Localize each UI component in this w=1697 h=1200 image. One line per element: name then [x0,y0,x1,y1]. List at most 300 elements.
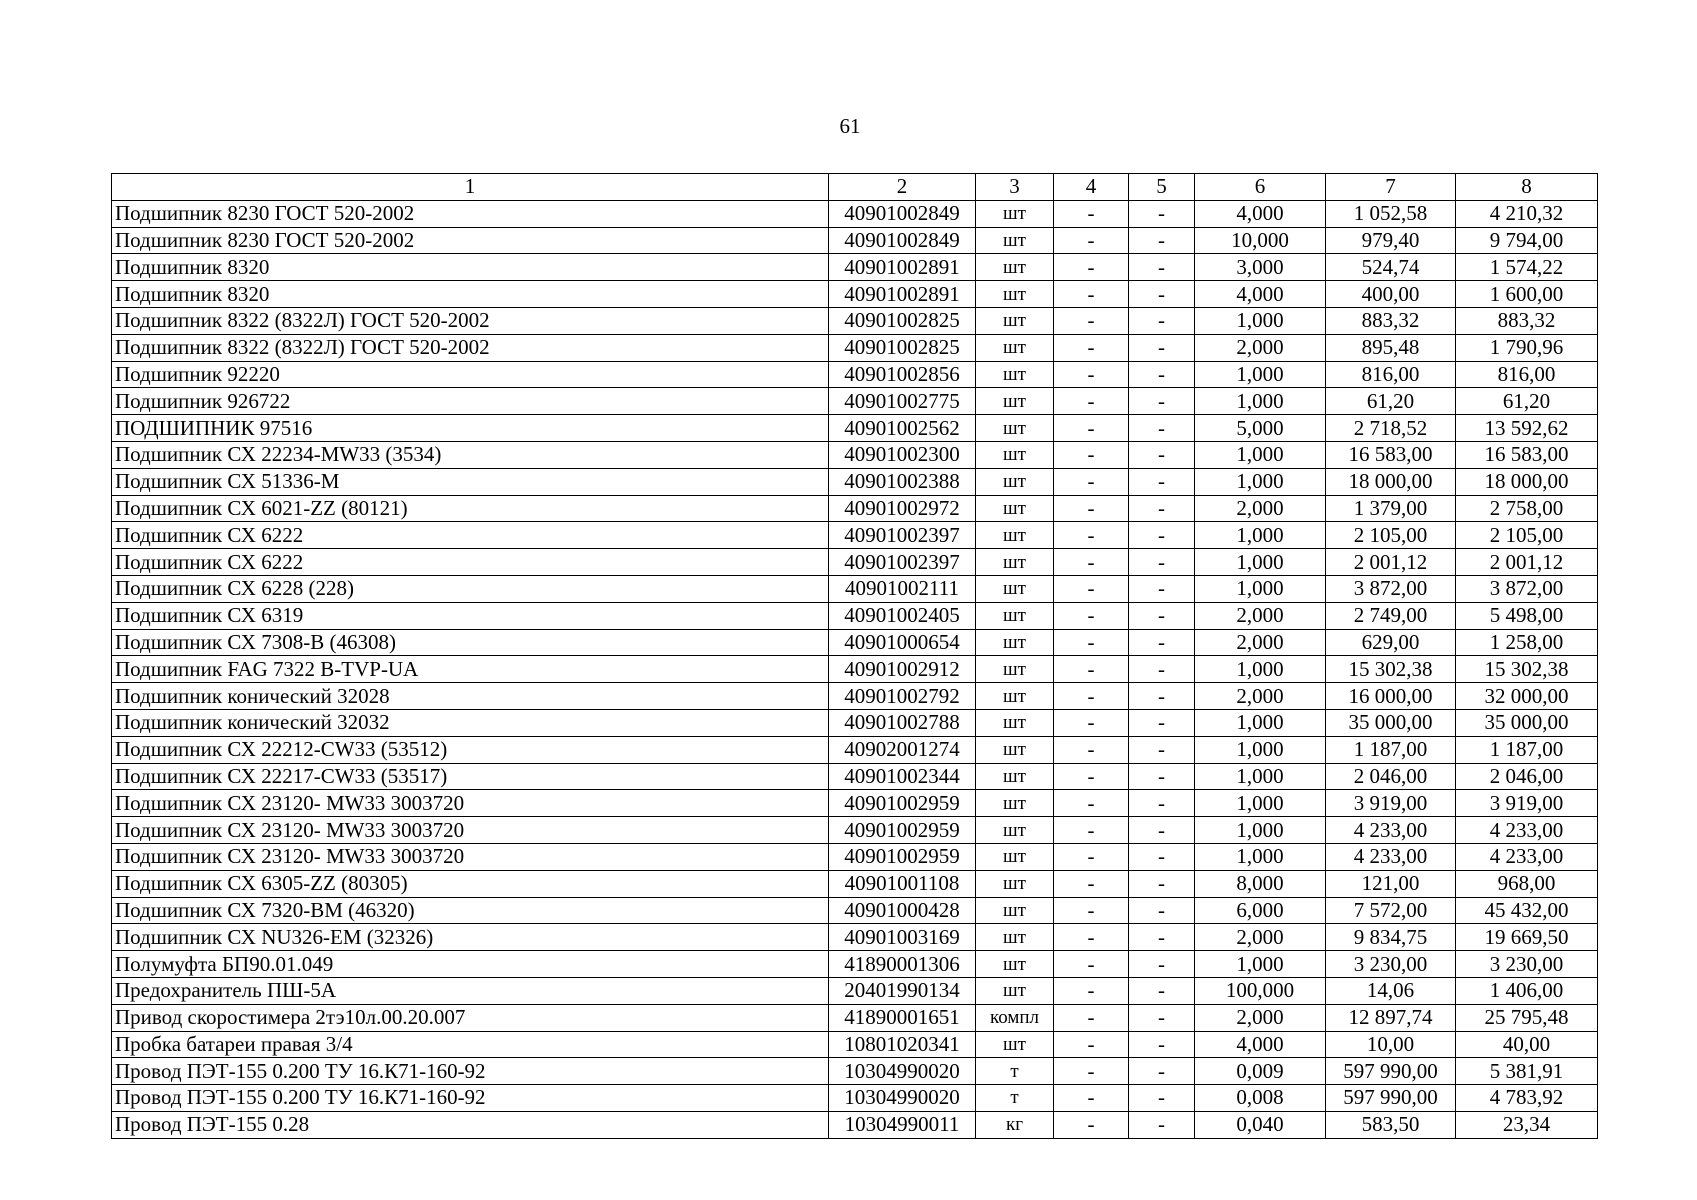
col4-cell: - [1054,307,1129,334]
unit-cell: компл [976,1004,1054,1031]
item-code-cell: 40901002344 [829,763,976,790]
table-row [112,227,1598,254]
col4-cell: - [1054,468,1129,495]
item-name-cell: Подшипник СХ 6222 [112,522,829,549]
table-row [112,817,1598,844]
col4-cell: - [1054,522,1129,549]
amount-cell: 4 233,00 [1456,817,1598,844]
col4-cell: - [1054,1031,1129,1058]
unit-cell: шт [976,629,1054,656]
item-code-cell: 40901002405 [829,602,976,629]
item-code-cell: 40901000654 [829,629,976,656]
item-name-cell: Провод ПЭТ-155 0.200 ТУ 16.К71-160-92 [112,1085,829,1112]
amount-cell: 16 583,00 [1456,441,1598,468]
amount-cell: 25 795,48 [1456,1004,1598,1031]
amount-cell: 4 783,92 [1456,1085,1598,1112]
item-code-cell: 40902001274 [829,736,976,763]
table-row [112,361,1598,388]
col4-cell: - [1054,281,1129,308]
column-header: 3 [976,174,1054,201]
item-name-cell: Полумуфта БП90.01.049 [112,951,829,978]
col4-cell: - [1054,495,1129,522]
unit-cell: шт [976,307,1054,334]
table-row [112,1111,1598,1138]
amount-cell: 19 669,50 [1456,924,1598,951]
unit-cell: шт [976,951,1054,978]
amount-cell: 9 794,00 [1456,227,1598,254]
item-code-cell: 40901003169 [829,924,976,951]
quantity-cell: 1,000 [1195,441,1326,468]
item-name-cell: Подшипник СХ 22217-CW33 (53517) [112,763,829,790]
amount-cell: 5 498,00 [1456,602,1598,629]
price-cell: 400,00 [1326,281,1456,308]
column-header: 7 [1326,174,1456,201]
page-number: 61 [839,114,861,138]
unit-cell: шт [976,575,1054,602]
col5-cell: - [1129,441,1195,468]
quantity-cell: 2,000 [1195,495,1326,522]
unit-cell: шт [976,870,1054,897]
table-row [112,1004,1598,1031]
col4-cell: - [1054,897,1129,924]
amount-cell: 3 919,00 [1456,790,1598,817]
unit-cell: шт [976,254,1054,281]
item-name-cell: Подшипник СХ 6319 [112,602,829,629]
unit-cell: шт [976,549,1054,576]
quantity-cell: 4,000 [1195,281,1326,308]
col5-cell: - [1129,388,1195,415]
col4-cell: - [1054,200,1129,227]
unit-cell: шт [976,334,1054,361]
col4-cell: - [1054,709,1129,736]
quantity-cell: 2,000 [1195,334,1326,361]
item-name-cell: Подшипник СХ 23120- MW33 3003720 [112,817,829,844]
price-cell: 35 000,00 [1326,709,1456,736]
amount-cell: 40,00 [1456,1031,1598,1058]
amount-cell: 23,34 [1456,1111,1598,1138]
table-row [112,763,1598,790]
price-cell: 18 000,00 [1326,468,1456,495]
column-header: 5 [1129,174,1195,201]
item-code-cell: 40901002825 [829,307,976,334]
unit-cell: шт [976,1031,1054,1058]
price-cell: 2 046,00 [1326,763,1456,790]
amount-cell: 1 790,96 [1456,334,1598,361]
col5-cell: - [1129,200,1195,227]
price-cell: 583,50 [1326,1111,1456,1138]
price-cell: 61,20 [1326,388,1456,415]
quantity-cell: 1,000 [1195,843,1326,870]
quantity-cell: 1,000 [1195,388,1326,415]
col5-cell: - [1129,1031,1195,1058]
quantity-cell: 1,000 [1195,790,1326,817]
col5-cell: - [1129,549,1195,576]
amount-cell: 4 233,00 [1456,843,1598,870]
price-cell: 1 379,00 [1326,495,1456,522]
table-row [112,951,1598,978]
amount-cell: 816,00 [1456,361,1598,388]
col4-cell: - [1054,817,1129,844]
column-number-row [112,174,1598,201]
item-name-cell: Подшипник СХ 7308-В (46308) [112,629,829,656]
col5-cell: - [1129,575,1195,602]
col4-cell: - [1054,441,1129,468]
col5-cell: - [1129,415,1195,442]
quantity-cell: 0,009 [1195,1058,1326,1085]
col5-cell: - [1129,736,1195,763]
col5-cell: - [1129,843,1195,870]
col4-cell: - [1054,361,1129,388]
unit-cell: шт [976,200,1054,227]
amount-cell: 1 187,00 [1456,736,1598,763]
amount-cell: 2 758,00 [1456,495,1598,522]
price-cell: 14,06 [1326,977,1456,1004]
item-code-cell: 40901002562 [829,415,976,442]
table-row [112,549,1598,576]
col4-cell: - [1054,977,1129,1004]
item-name-cell: Подшипник СХ 6021-ZZ (80121) [112,495,829,522]
item-name-cell: Провод ПЭТ-155 0.28 [112,1111,829,1138]
col5-cell: - [1129,629,1195,656]
col5-cell: - [1129,763,1195,790]
col4-cell: - [1054,227,1129,254]
quantity-cell: 1,000 [1195,951,1326,978]
table-row [112,415,1598,442]
quantity-cell: 1,000 [1195,307,1326,334]
price-cell: 3 872,00 [1326,575,1456,602]
table-row [112,629,1598,656]
col4-cell: - [1054,736,1129,763]
price-cell: 1 187,00 [1326,736,1456,763]
table-row [112,683,1598,710]
table-row [112,709,1598,736]
column-header: 8 [1456,174,1598,201]
item-code-cell: 40901002856 [829,361,976,388]
quantity-cell: 3,000 [1195,254,1326,281]
unit-cell: т [976,1085,1054,1112]
item-code-cell: 40901001108 [829,870,976,897]
item-name-cell: Подшипник СХ 6222 [112,549,829,576]
price-cell: 7 572,00 [1326,897,1456,924]
item-name-cell: Подшипник 8230 ГОСТ 520-2002 [112,227,829,254]
table-row [112,897,1598,924]
amount-cell: 61,20 [1456,388,1598,415]
col4-cell: - [1054,683,1129,710]
item-code-cell: 40901002792 [829,683,976,710]
unit-cell: шт [976,468,1054,495]
table-row [112,200,1598,227]
price-cell: 121,00 [1326,870,1456,897]
item-code-cell: 40901002397 [829,549,976,576]
item-code-cell: 40901002849 [829,200,976,227]
item-code-cell: 10801020341 [829,1031,976,1058]
quantity-cell: 1,000 [1195,736,1326,763]
col4-cell: - [1054,629,1129,656]
unit-cell: шт [976,790,1054,817]
item-name-cell: Подшипник СХ 7320-ВМ (46320) [112,897,829,924]
price-cell: 10,00 [1326,1031,1456,1058]
item-name-cell: Подшипник 8322 (8322Л) ГОСТ 520-2002 [112,334,829,361]
table-row [112,281,1598,308]
table-row [112,870,1598,897]
item-name-cell: Подшипник СХ NU326-EM (32326) [112,924,829,951]
item-code-cell: 10304990020 [829,1085,976,1112]
item-name-cell: Подшипник СХ 23120- MW33 3003720 [112,790,829,817]
price-cell: 629,00 [1326,629,1456,656]
amount-cell: 2 001,12 [1456,549,1598,576]
unit-cell: шт [976,656,1054,683]
price-cell: 16 583,00 [1326,441,1456,468]
item-name-cell: Провод ПЭТ-155 0.200 ТУ 16.К71-160-92 [112,1058,829,1085]
quantity-cell: 8,000 [1195,870,1326,897]
amount-cell: 3 230,00 [1456,951,1598,978]
table-row [112,924,1598,951]
unit-cell: шт [976,817,1054,844]
item-name-cell: Подшипник конический 32032 [112,709,829,736]
col5-cell: - [1129,522,1195,549]
unit-cell: шт [976,924,1054,951]
item-code-cell: 41890001306 [829,951,976,978]
price-cell: 9 834,75 [1326,924,1456,951]
item-name-cell: Подшипник 92220 [112,361,829,388]
col5-cell: - [1129,1004,1195,1031]
item-name-cell: Привод скоростимера 2тэ10л.00.20.007 [112,1004,829,1031]
col5-cell: - [1129,254,1195,281]
col5-cell: - [1129,361,1195,388]
table-row [112,575,1598,602]
table-row [112,254,1598,281]
price-cell: 2 749,00 [1326,602,1456,629]
unit-cell: шт [976,763,1054,790]
item-code-cell: 40901002111 [829,575,976,602]
quantity-cell: 10,000 [1195,227,1326,254]
col4-cell: - [1054,388,1129,415]
item-name-cell: Подшипник СХ 22234-MW33 (3534) [112,441,829,468]
amount-cell: 13 592,62 [1456,415,1598,442]
quantity-cell: 1,000 [1195,575,1326,602]
col5-cell: - [1129,709,1195,736]
quantity-cell: 1,000 [1195,709,1326,736]
amount-cell: 5 381,91 [1456,1058,1598,1085]
table-row [112,1058,1598,1085]
item-name-cell: Подшипник 926722 [112,388,829,415]
quantity-cell: 6,000 [1195,897,1326,924]
item-name-cell: Подшипник СХ 22212-CW33 (53512) [112,736,829,763]
amount-cell: 1 258,00 [1456,629,1598,656]
price-cell: 12 897,74 [1326,1004,1456,1031]
item-name-cell: Пробка батареи правая 3/4 [112,1031,829,1058]
column-header: 4 [1054,174,1129,201]
table-row [112,388,1598,415]
price-cell: 597 990,00 [1326,1058,1456,1085]
item-code-cell: 40901002972 [829,495,976,522]
quantity-cell: 1,000 [1195,522,1326,549]
table-row [112,441,1598,468]
price-cell: 816,00 [1326,361,1456,388]
quantity-cell: 1,000 [1195,817,1326,844]
col4-cell: - [1054,1004,1129,1031]
quantity-cell: 1,000 [1195,656,1326,683]
unit-cell: шт [976,281,1054,308]
col4-cell: - [1054,575,1129,602]
table-row [112,307,1598,334]
item-name-cell: Подшипник СХ 23120- MW33 3003720 [112,843,829,870]
quantity-cell: 1,000 [1195,763,1326,790]
price-cell: 2 718,52 [1326,415,1456,442]
price-cell: 883,32 [1326,307,1456,334]
col5-cell: - [1129,307,1195,334]
col5-cell: - [1129,870,1195,897]
quantity-cell: 1,000 [1195,361,1326,388]
item-name-cell: Подшипник 8230 ГОСТ 520-2002 [112,200,829,227]
col5-cell: - [1129,334,1195,361]
item-code-cell: 10304990011 [829,1111,976,1138]
col5-cell: - [1129,602,1195,629]
item-code-cell: 41890001651 [829,1004,976,1031]
col5-cell: - [1129,1058,1195,1085]
price-cell: 524,74 [1326,254,1456,281]
unit-cell: шт [976,415,1054,442]
col4-cell: - [1054,763,1129,790]
item-code-cell: 40901002300 [829,441,976,468]
item-code-cell: 40901002849 [829,227,976,254]
unit-cell: кг [976,1111,1054,1138]
unit-cell: шт [976,441,1054,468]
col4-cell: - [1054,549,1129,576]
unit-cell: шт [976,495,1054,522]
quantity-cell: 100,000 [1195,977,1326,1004]
item-name-cell: Подшипник СХ 6228 (228) [112,575,829,602]
col4-cell: - [1054,1058,1129,1085]
col4-cell: - [1054,924,1129,951]
amount-cell: 15 302,38 [1456,656,1598,683]
price-cell: 895,48 [1326,334,1456,361]
col5-cell: - [1129,817,1195,844]
amount-cell: 1 600,00 [1456,281,1598,308]
amount-cell: 2 046,00 [1456,763,1598,790]
price-cell: 1 052,58 [1326,200,1456,227]
col4-cell: - [1054,415,1129,442]
quantity-cell: 4,000 [1195,200,1326,227]
table-row [112,468,1598,495]
table-row [112,790,1598,817]
item-name-cell: Подшипник FAG 7322 B-TVP-UA [112,656,829,683]
item-name-cell: Подшипник конический 32028 [112,683,829,710]
item-code-cell: 40901002891 [829,254,976,281]
quantity-cell: 2,000 [1195,683,1326,710]
unit-cell: шт [976,683,1054,710]
price-cell: 4 233,00 [1326,843,1456,870]
price-cell: 3 919,00 [1326,790,1456,817]
table-row [112,522,1598,549]
item-code-cell: 40901002825 [829,334,976,361]
col4-cell: - [1054,656,1129,683]
amount-cell: 45 432,00 [1456,897,1598,924]
quantity-cell: 1,000 [1195,468,1326,495]
quantity-cell: 2,000 [1195,1004,1326,1031]
amount-cell: 4 210,32 [1456,200,1598,227]
unit-cell: шт [976,388,1054,415]
amount-cell: 968,00 [1456,870,1598,897]
item-code-cell: 40901002959 [829,790,976,817]
quantity-cell: 0,040 [1195,1111,1326,1138]
col5-cell: - [1129,924,1195,951]
unit-cell: шт [976,897,1054,924]
column-header: 2 [829,174,976,201]
amount-cell: 35 000,00 [1456,709,1598,736]
col5-cell: - [1129,468,1195,495]
quantity-cell: 5,000 [1195,415,1326,442]
amount-cell: 1 574,22 [1456,254,1598,281]
unit-cell: шт [976,602,1054,629]
price-cell: 597 990,00 [1326,1085,1456,1112]
price-cell: 3 230,00 [1326,951,1456,978]
table-row [112,495,1598,522]
col5-cell: - [1129,790,1195,817]
unit-cell: шт [976,522,1054,549]
item-name-cell: ПОДШИПНИК 97516 [112,415,829,442]
item-name-cell: Предохранитель ПШ-5А [112,977,829,1004]
item-code-cell: 40901002959 [829,843,976,870]
price-cell: 16 000,00 [1326,683,1456,710]
col4-cell: - [1054,870,1129,897]
amount-cell: 883,32 [1456,307,1598,334]
col4-cell: - [1054,1111,1129,1138]
quantity-cell: 2,000 [1195,629,1326,656]
unit-cell: шт [976,709,1054,736]
col5-cell: - [1129,897,1195,924]
price-cell: 15 302,38 [1326,656,1456,683]
col4-cell: - [1054,1085,1129,1112]
col4-cell: - [1054,254,1129,281]
col5-cell: - [1129,1085,1195,1112]
table-row [112,977,1598,1004]
table-row [112,843,1598,870]
table-row [112,1031,1598,1058]
unit-cell: шт [976,736,1054,763]
item-name-cell: Подшипник СХ 51336-М [112,468,829,495]
col5-cell: - [1129,281,1195,308]
col5-cell: - [1129,227,1195,254]
amount-cell: 1 406,00 [1456,977,1598,1004]
table-row [112,656,1598,683]
amount-cell: 3 872,00 [1456,575,1598,602]
col4-cell: - [1054,790,1129,817]
col4-cell: - [1054,602,1129,629]
col5-cell: - [1129,656,1195,683]
col5-cell: - [1129,495,1195,522]
column-header: 1 [112,174,829,201]
item-name-cell: Подшипник 8322 (8322Л) ГОСТ 520-2002 [112,307,829,334]
amount-cell: 32 000,00 [1456,683,1598,710]
item-code-cell: 40901000428 [829,897,976,924]
quantity-cell: 2,000 [1195,924,1326,951]
price-cell: 979,40 [1326,227,1456,254]
col4-cell: - [1054,334,1129,361]
col5-cell: - [1129,1111,1195,1138]
item-code-cell: 40901002775 [829,388,976,415]
item-code-cell: 40901002397 [829,522,976,549]
unit-cell: шт [976,977,1054,1004]
unit-cell: шт [976,361,1054,388]
item-code-cell: 40901002788 [829,709,976,736]
quantity-cell: 0,008 [1195,1085,1326,1112]
item-code-cell: 10304990020 [829,1058,976,1085]
price-cell: 2 001,12 [1326,549,1456,576]
table-row [112,602,1598,629]
unit-cell: шт [976,843,1054,870]
col5-cell: - [1129,683,1195,710]
